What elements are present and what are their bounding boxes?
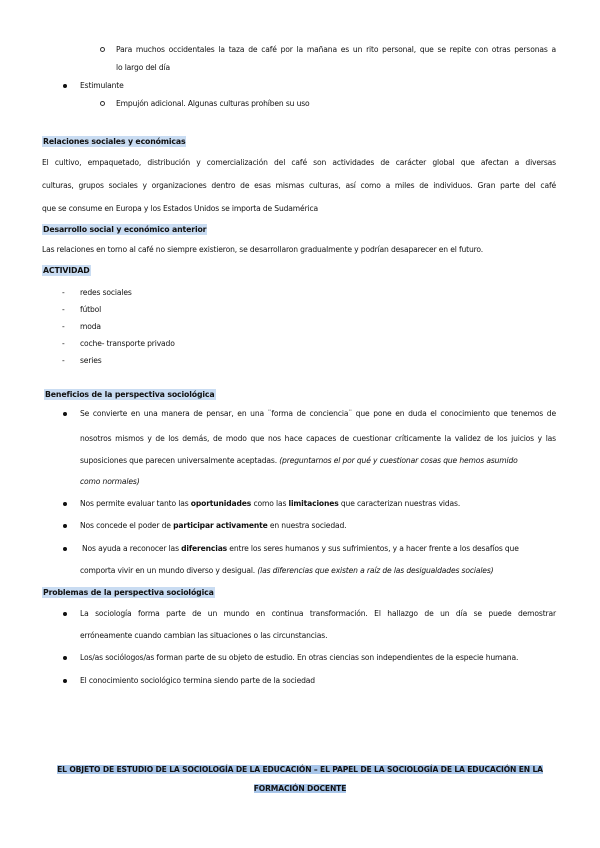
paragraph-line: El cultivo, empaquetado, distribución y comercialización del café son actividades de carácter global que afectan a diversas	[42, 158, 556, 167]
dash-bullet-icon: -	[62, 339, 65, 348]
document-title-continuation: FORMACIÓN DOCENTE	[253, 784, 347, 793]
title-line	[0, 783, 600, 794]
list-item-continuation: nosotros mismos y de los demás, de modo que nos hace capaces de cuestionar críticamente la validez de los juicios y las	[80, 434, 556, 443]
list-item-continuation: como normales)	[80, 477, 140, 486]
bullet-icon	[63, 612, 67, 616]
circle-bullet-icon	[100, 101, 105, 106]
section-heading: Beneficios de la perspectiva sociológica	[45, 390, 215, 399]
paragraph-line: que se consume en Europa y los Estados Unidos se importa de Sudamérica	[42, 204, 319, 213]
dash-bullet-icon: -	[62, 356, 65, 365]
list-item: Se convierte en una manera de pensar, en una ¨forma de conciencia¨ que pone en duda el conocimiento que tenemos de	[80, 409, 556, 418]
list-item: El conocimiento sociológico termina siendo parte de la sociedad	[80, 676, 315, 685]
list-item-continuation: suposiciones que parecen universalmente aceptadas. (preguntarnos el por qué y cuestionar cosas que hemos asumido	[80, 456, 518, 465]
section-heading: Problemas de la perspectiva sociológica	[43, 588, 214, 597]
list-item: Nos concede el poder de participar activamente en nuestra sociedad.	[80, 521, 347, 530]
document-title: EL OBJETO DE ESTUDIO DE LA SOCIOLOGÍA DE LA EDUCACIÓN – EL PAPEL DE LA SOCIOLOGÍA DE LA EDUCACIÓN EN LA	[57, 765, 543, 774]
bullet-icon	[63, 679, 67, 683]
circle-bullet-icon	[100, 47, 105, 52]
bullet-icon	[63, 656, 67, 660]
paragraph-line: culturas, grupos sociales y organizaciones dentro de esas mismas culturas, así como a miles de individuos. Gran parte del café	[42, 181, 556, 190]
section-heading: ACTIVIDAD	[43, 266, 90, 275]
section-heading: Relaciones sociales y económicas	[43, 137, 186, 146]
list-item: moda	[80, 322, 101, 331]
dash-bullet-icon: -	[62, 322, 65, 331]
list-item: coche- transporte privado	[80, 339, 175, 348]
paragraph-line: Las relaciones en torno al café no siempre existieron, se desarrollaron gradualmente y podrían desaparecer en el futuro.	[42, 245, 484, 254]
dash-bullet-icon: -	[62, 305, 65, 314]
list-item: Empujón adicional. Algunas culturas prohíben su uso	[116, 99, 310, 108]
list-item-continuation: lo largo del día	[116, 63, 171, 72]
list-item: La sociología forma parte de un mundo en continua transformación. El hallazgo de un día se puede demostrar	[80, 609, 556, 618]
list-item: Nos permite evaluar tanto las oportunidades como las limitaciones que caracterizan nuestras vidas.	[80, 499, 461, 508]
list-item-continuation: erróneamente cuando cambian las situaciones o las circunstancias.	[80, 631, 328, 640]
section-heading: Desarrollo social y económico anterior	[43, 225, 207, 234]
list-item: redes sociales	[80, 288, 132, 297]
list-item: Los/as sociólogos/as forman parte de su objeto de estudio. En otras ciencias son independientes de la especie humana.	[80, 653, 519, 662]
bullet-icon	[63, 412, 67, 416]
dash-bullet-icon: -	[62, 288, 65, 297]
list-item: Estimulante	[80, 81, 124, 90]
list-item: Para muchos occidentales la taza de café por la mañana es un rito personal, que se repite con otras personas a	[116, 45, 556, 54]
list-item: Nos ayuda a reconocer las diferencias entre los seres humanos y sus sufrimientos, y a hacer frente a los desafíos que	[82, 544, 519, 553]
list-item: series	[80, 356, 102, 365]
bullet-icon	[63, 547, 67, 551]
title-line	[0, 764, 600, 775]
bullet-icon	[63, 84, 67, 88]
bullet-icon	[63, 502, 67, 506]
list-item: fútbol	[80, 305, 102, 314]
bullet-icon	[63, 524, 67, 528]
list-item-continuation: comporta vivir en un mundo diverso y desigual. (las diferencias que existen a raíz de las desigualdades sociales)	[80, 566, 494, 575]
